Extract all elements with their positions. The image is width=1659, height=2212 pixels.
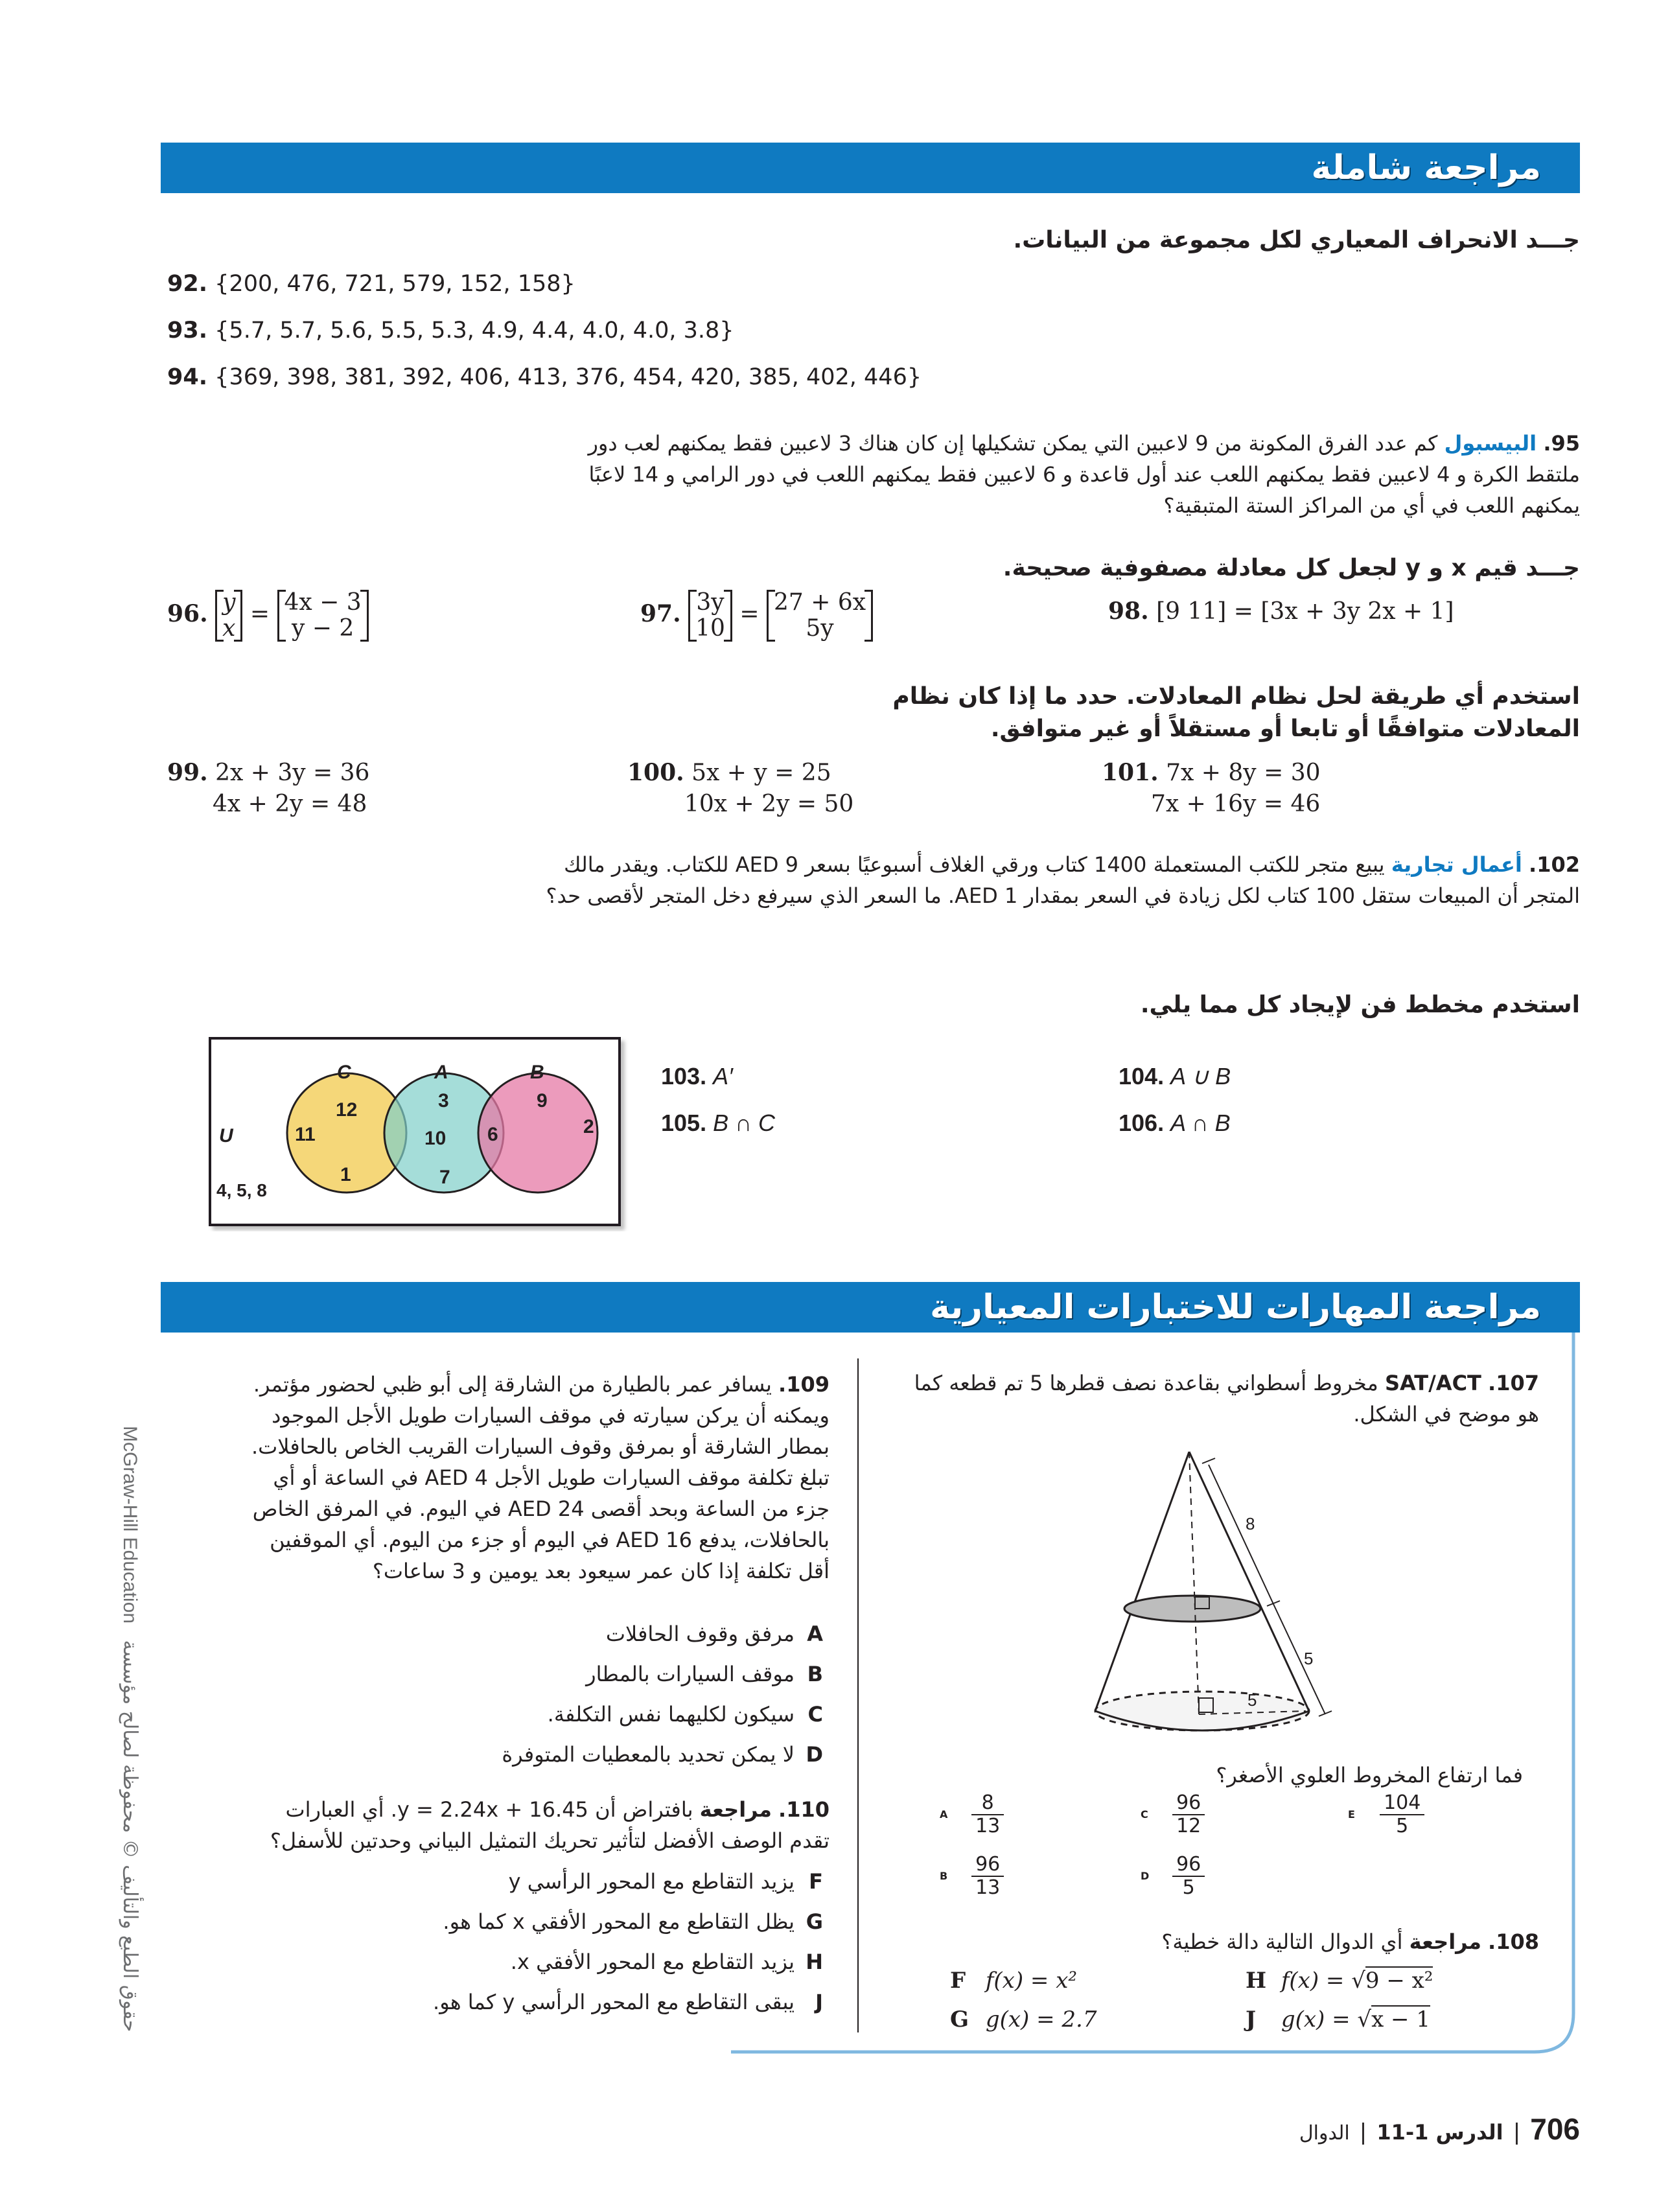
matrix-left — [688, 590, 732, 642]
section-title-review: مراجعة شاملة — [1311, 148, 1541, 187]
venn-label-a: A — [434, 1062, 448, 1083]
option-a-109[interactable]: Aمرفق وقوف الحافلات — [605, 1622, 823, 1646]
options-107 — [940, 1792, 1458, 1902]
radical-sign: √ — [1351, 1968, 1365, 1994]
footer-separator: | — [1513, 2119, 1521, 2145]
instruction-matrix: جـــد قيم x و y لجعل كل معادلة مصفوفية صحيحة. — [1003, 555, 1580, 581]
option-letter: F — [950, 1968, 966, 1994]
exercise-93 — [167, 318, 734, 343]
exercise-96 — [167, 590, 369, 642]
exercise-number: 97. — [640, 600, 681, 627]
option-letter: D — [1141, 1869, 1150, 1882]
option-letter: J — [1246, 2007, 1257, 2032]
option-j-108[interactable] — [1246, 2007, 1430, 2032]
exercise-number: 96. — [167, 600, 208, 627]
exercise-108 — [891, 1926, 1539, 1957]
options-110 — [305, 1861, 823, 2022]
option-fraction: $\frac{96}{13}$ — [971, 1854, 1004, 1899]
matrix-right — [767, 590, 873, 642]
lesson-label: الدرس 1-11 — [1376, 2120, 1503, 2145]
option-c-109[interactable]: Cسيكون لكليهما نفس التكلفة. — [547, 1702, 823, 1727]
exercise-number: 110. — [778, 1797, 830, 1822]
exercise-text: يسافر عمر بالطيارة من الشارقة إلى أبو ظبي لحضور مؤتمر. ويمكنه أن يركن سيارته في موقف السيارات طويل الأجل الموجود بمطار الشارقة أو بمرفق وقوف السيارات القريب الخاص بالحافلات. تبلغ تكلفة موقف السيارات طويل الأجل AED 4 في الساعة أو أي جزء من الساعة وبحد أقصى AED 24 في اليوم. في المرفق الخاص بالحافلات، يدفع AED 16 في اليوم أو جزء من اليوم. أي الموقفين أقل تكلفة إذا كان عمر سيعود بعد يومين و 3 ساعات؟ — [251, 1372, 830, 1583]
equation-line: 10x + 2y = 50 — [684, 791, 854, 817]
exercise-number: 101. — [1102, 759, 1159, 786]
venn-value: 3 — [438, 1090, 449, 1112]
equals-sign: = — [249, 601, 270, 627]
venn-value: 9 — [537, 1090, 548, 1112]
option-c[interactable] — [1141, 1792, 1205, 1837]
exercise-98 — [1108, 598, 1454, 625]
exercise-number: 104. — [1119, 1063, 1165, 1089]
exercise-text: {200, 476, 721, 579, 152, 158} — [215, 271, 575, 297]
dimension-label: 5 — [1247, 1690, 1257, 1710]
exercise-text: B ∩ C — [713, 1110, 775, 1136]
venn-value: 11 — [295, 1124, 316, 1145]
equation-line: 7x + 8y = 30 — [1166, 760, 1321, 786]
exercise-number: 109. — [778, 1372, 830, 1397]
options-109 — [305, 1614, 823, 1775]
matrix-entry: 27 + 6x — [773, 589, 866, 616]
option-text: g(x) = — [1281, 2007, 1351, 2032]
exercise-number: 92. — [167, 271, 208, 297]
exercise-number: 99. — [167, 759, 208, 786]
option-fraction: $\frac{104}{5}$ — [1380, 1792, 1424, 1837]
exercise-number: 106. — [1119, 1110, 1165, 1136]
option-d-109[interactable]: Dلا يمكن تحديد بالمعطيات المتوفرة — [502, 1742, 823, 1767]
option-letter: A — [940, 1808, 948, 1821]
matrix-right — [277, 590, 369, 642]
option-text: f(x) = — [1281, 1968, 1345, 1994]
instruction-venn: استخدم مخطط فن لإيجاد كل مما يلي. — [1140, 992, 1580, 1018]
exercise-101 — [1102, 757, 1321, 820]
exercise-label: SAT/ACT — [1384, 1371, 1481, 1395]
exercise-110 — [246, 1794, 830, 1856]
equation-line: 2x + 3y = 36 — [215, 760, 370, 786]
exercise-97 — [640, 590, 873, 642]
exercise-label: مراجعة — [699, 1797, 772, 1822]
exercise-text: أي الدوال التالية دالة خطية؟ — [1161, 1929, 1403, 1954]
exercise-text: A ∪ B — [1170, 1063, 1231, 1089]
exercise-100 — [627, 757, 853, 820]
publisher-name: McGraw-Hill Education — [119, 1426, 141, 1624]
equals-sign: = — [739, 601, 760, 627]
page-footer — [1062, 2112, 1580, 2147]
exercise-number: 105. — [661, 1110, 707, 1136]
exercise-label: أعمال تجارية — [1391, 852, 1522, 877]
option-b[interactable] — [940, 1854, 1004, 1899]
section-banner-skills — [161, 1282, 1580, 1333]
section-banner-review — [161, 143, 1580, 193]
venn-outside-values: 4, 5, 8 — [216, 1180, 267, 1200]
exercise-text: {5.7, 5.7, 5.6, 5.5, 5.3, 4.9, 4.4, 4.0, 4.0, 3.8} — [215, 318, 734, 343]
question-107: فما ارتفاع المخروط العلوي الأصغر؟ — [1216, 1763, 1523, 1787]
radical-sign: √ — [1357, 2007, 1372, 2032]
option-e[interactable] — [1348, 1792, 1424, 1837]
exercise-number: 100. — [627, 759, 684, 786]
matrix-entry: y — [222, 589, 236, 616]
exercise-text: A′ — [713, 1063, 733, 1089]
matrix-entry: 10 — [695, 615, 725, 642]
option-radicand: 9 − x² — [1365, 1968, 1433, 1994]
exercise-number: 108. — [1488, 1929, 1539, 1954]
exercise-102 — [543, 849, 1580, 911]
topic-label: الدوال — [1299, 2122, 1350, 2145]
option-letter: C — [1141, 1808, 1148, 1821]
section-title-skills: مراجعة المهارات للاختبارات المعيارية — [930, 1288, 1541, 1327]
option-letter: E — [1348, 1808, 1355, 1821]
exercise-text: A ∩ B — [1170, 1110, 1231, 1136]
option-d[interactable] — [1141, 1854, 1205, 1899]
matrix-entry: 3y — [696, 589, 725, 616]
exercise-number: 103. — [661, 1063, 707, 1089]
side-copyright — [115, 1426, 154, 2074]
exercise-number: 107. — [1488, 1371, 1539, 1395]
exercise-label: مراجعة — [1409, 1929, 1481, 1954]
matrix-entry: x — [222, 615, 236, 642]
exercise-106 — [1119, 1110, 1231, 1137]
option-b-109[interactable]: Bموقف السيارات بالمطار — [586, 1662, 823, 1686]
exercise-label: البيسبول — [1444, 431, 1537, 456]
page-number: 706 — [1530, 2112, 1580, 2146]
option-f-110[interactable]: Fيزيد التقاطع مع المحور الرأسي y — [508, 1869, 823, 1894]
venn-value: 1 — [340, 1164, 351, 1185]
cone-diagram — [1076, 1439, 1374, 1737]
venn-value: 6 — [487, 1124, 498, 1145]
equation-line: 5x + y = 25 — [691, 760, 831, 786]
venn-value: 2 — [583, 1116, 594, 1137]
equation-line: 7x + 16y = 46 — [1151, 791, 1321, 817]
exercise-number: 93. — [167, 318, 208, 343]
option-g-110[interactable]: Gيظل التقاطع مع المحور الأفقي x كما هو. — [443, 1909, 823, 1934]
option-letter: B — [940, 1869, 948, 1882]
exercise-number: 98. — [1108, 598, 1149, 625]
exercise-94 — [167, 364, 922, 390]
option-f-108[interactable] — [950, 1968, 1077, 1994]
equation-line: 4x + 2y = 48 — [213, 791, 367, 817]
option-j-110[interactable]: Jيبقى التقاطع مع المحور الرأسي y كما هو. — [433, 1990, 823, 2014]
exercise-92 — [167, 271, 575, 297]
cone-cut-section — [1124, 1596, 1260, 1622]
matrix-entry: y − 2 — [291, 615, 354, 642]
exercise-109 — [246, 1369, 830, 1587]
exercise-105 — [661, 1110, 775, 1137]
venn-diagram — [207, 1036, 629, 1231]
matrix-entry: 5y — [806, 615, 834, 642]
venn-value: 7 — [439, 1167, 450, 1188]
instruction-system: استخدم أي طريقة لحل نظام المعادلات. حدد ما إذا كان نظام المعادلات متوافقًا أو تابعا أو مستقلاً أو غير متوافق. — [892, 683, 1580, 742]
exercise-text: يبيع متجر للكتب المستعملة 1400 كتاب ورقي الغلاف أسبوعيًا بسعر AED 9 للكتاب. ويقدر مالك المتجر أن المبيعات ستقل 100 كتاب لكل زيادة في السعر بمقدار AED 1. ما السعر الذي سيرفع دخل المتجر لأقصى حد؟ — [546, 852, 1580, 908]
option-h-110[interactable]: Hيزيد التقاطع مع المحور الأفقي x. — [510, 1950, 823, 1974]
exercise-number: 94. — [167, 364, 208, 390]
venn-value: 10 — [424, 1128, 447, 1149]
option-letter: G — [950, 2007, 969, 2032]
exercise-text: [9 11] = [3x + 3y 2x + 1] — [1156, 598, 1454, 625]
exercise-95 — [556, 428, 1580, 521]
option-g-108[interactable] — [950, 2007, 1096, 2032]
option-fraction: $\frac{8}{13}$ — [971, 1792, 1004, 1837]
matrix-entry: 4x − 3 — [284, 589, 362, 616]
footer-separator: | — [1359, 2119, 1367, 2145]
venn-value: 12 — [336, 1099, 358, 1121]
matrix-left — [215, 590, 242, 642]
option-h-108[interactable] — [1246, 1968, 1433, 1994]
exercise-text: مخروط أسطواني بقاعدة نصف قطرها 5 تم قطعه كما هو موضح في الشكل. — [914, 1371, 1539, 1426]
option-a[interactable] — [940, 1792, 1004, 1837]
option-fraction: $\frac{96}{5}$ — [1172, 1854, 1205, 1899]
option-text: g(x) = 2.7 — [985, 2007, 1097, 2032]
exercise-107 — [891, 1368, 1539, 1430]
venn-label-u: U — [219, 1125, 233, 1147]
venn-label-c: C — [337, 1062, 351, 1083]
exercise-number: 95. — [1543, 431, 1580, 456]
dimension-label: 5 — [1304, 1649, 1314, 1668]
option-fraction: $\frac{96}{12}$ — [1172, 1792, 1205, 1837]
exercise-99 — [167, 757, 369, 820]
exercise-text: كم عدد الفرق المكونة من 9 لاعبين التي يمكن تشكيلها إن كان هناك 3 لاعبين فقط يمكنهم لعب دور ملتقط الكرة و 4 لاعبين فقط يمكنهم اللعب عند أول قاعدة و 6 لاعبين فقط يمكنهم اللعب في دور الرامي و 14 لاعبًا يمكنهم اللعب في أي من المراكز الستة المتبقية؟ — [588, 431, 1580, 518]
option-text: f(x) = x² — [985, 1968, 1078, 1994]
rights-text: حقوق الطبع والتأليف © محفوظة لصالح مؤسسة — [119, 1640, 141, 2032]
exercise-text: {369, 398, 381, 392, 406, 413, 376, 454, 420, 385, 402, 446} — [215, 364, 922, 390]
exercise-103 — [661, 1063, 733, 1090]
venn-label-b: B — [530, 1062, 544, 1083]
dimension-label: 8 — [1246, 1514, 1255, 1533]
option-letter: H — [1246, 1968, 1267, 1994]
option-radicand: x − 1 — [1371, 2007, 1430, 2032]
instruction-standard-deviation: جـــد الانحراف المعياري لكل مجموعة من البيانات. — [1013, 227, 1580, 253]
exercise-104 — [1119, 1063, 1231, 1090]
exercise-text: بافتراض أن y = 2.24x + 16.45. أي العبارات تقدم الوصف الأفضل لتأثير تحريك التمثيل البياني وحدتين للأسفل؟ — [270, 1797, 830, 1853]
exercise-number: 102. — [1529, 852, 1580, 877]
